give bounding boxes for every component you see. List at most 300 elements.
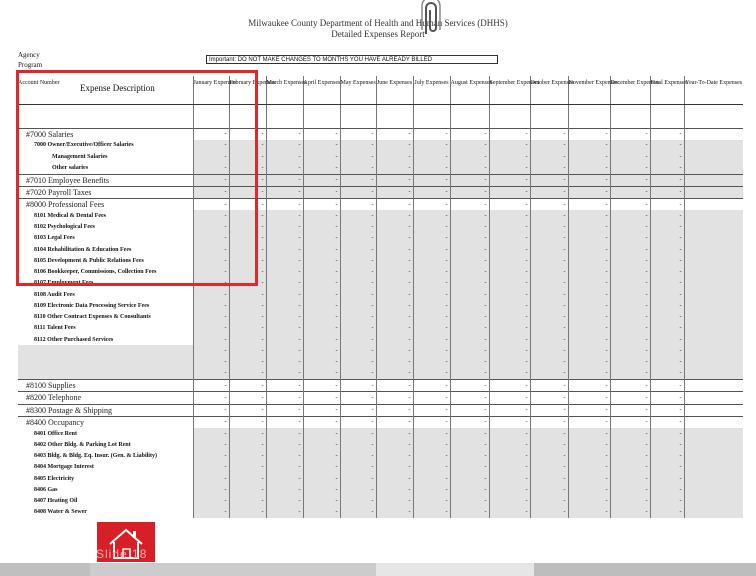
amount-cell[interactable] [489,105,530,117]
amount-cell[interactable]: - [266,186,303,198]
amount-cell[interactable]: - [413,507,450,518]
amount-cell[interactable]: - [340,368,376,380]
amount-cell[interactable]: - [650,300,684,311]
amount-cell[interactable]: - [413,392,450,404]
amount-cell[interactable]: - [193,199,229,211]
amount-cell[interactable]: - [413,334,450,345]
amount-cell[interactable] [450,105,489,117]
amount-cell[interactable]: - [376,334,413,345]
amount-cell[interactable]: - [610,289,650,300]
amount-cell[interactable] [684,278,743,289]
amount-cell[interactable]: - [568,357,610,368]
amount-cell[interactable]: - [413,312,450,323]
amount-cell[interactable]: - [413,244,450,255]
amount-cell[interactable]: - [413,404,450,416]
amount-cell[interactable]: - [530,357,568,368]
amount-cell[interactable]: - [530,496,568,507]
amount-cell[interactable]: - [568,244,610,255]
amount-cell[interactable]: - [340,222,376,233]
amount-cell[interactable]: - [413,162,450,174]
amount-cell[interactable]: - [610,323,650,334]
amount-cell[interactable]: - [229,368,266,380]
amount-cell[interactable]: - [610,484,650,495]
amount-cell[interactable]: - [450,300,489,311]
amount-cell[interactable]: - [450,278,489,289]
amount-cell[interactable]: - [530,404,568,416]
amount-cell[interactable]: - [650,380,684,392]
amount-cell[interactable] [684,323,743,334]
amount-cell[interactable]: - [229,174,266,186]
amount-cell[interactable]: - [530,278,568,289]
amount-cell[interactable]: - [340,162,376,174]
amount-cell[interactable]: - [650,174,684,186]
amount-cell[interactable]: - [650,267,684,278]
amount-cell[interactable]: - [610,507,650,518]
amount-cell[interactable]: - [229,289,266,300]
amount-cell[interactable]: - [450,439,489,450]
amount-cell[interactable]: - [193,451,229,462]
amount-cell[interactable]: - [450,140,489,151]
amount-cell[interactable]: - [229,439,266,450]
amount-cell[interactable]: - [193,484,229,495]
amount-cell[interactable]: - [376,345,413,356]
amount-cell[interactable]: - [340,289,376,300]
amount-cell[interactable]: - [489,462,530,473]
amount-cell[interactable]: - [530,233,568,244]
amount-cell[interactable] [684,451,743,462]
amount-cell[interactable]: - [413,462,450,473]
amount-cell[interactable]: - [650,244,684,255]
amount-cell[interactable]: - [530,140,568,151]
amount-cell[interactable]: - [610,380,650,392]
amount-cell[interactable]: - [229,312,266,323]
amount-cell[interactable]: - [413,255,450,266]
amount-cell[interactable]: - [266,151,303,162]
amount-cell[interactable]: - [650,323,684,334]
amount-cell[interactable]: - [376,451,413,462]
amount-cell[interactable]: - [568,278,610,289]
amount-cell[interactable]: - [266,140,303,151]
amount-cell[interactable]: - [610,267,650,278]
amount-cell[interactable]: - [650,439,684,450]
amount-cell[interactable]: - [610,428,650,439]
amount-cell[interactable]: - [568,289,610,300]
amount-cell[interactable]: - [376,186,413,198]
amount-cell[interactable]: - [413,267,450,278]
amount-cell[interactable]: - [229,392,266,404]
amount-cell[interactable]: - [376,439,413,450]
amount-cell[interactable]: - [530,473,568,484]
amount-cell[interactable] [450,116,489,128]
amount-cell[interactable]: - [266,473,303,484]
amount-cell[interactable]: - [340,199,376,211]
amount-cell[interactable]: - [376,380,413,392]
amount-cell[interactable]: - [650,507,684,518]
amount-cell[interactable] [413,116,450,128]
amount-cell[interactable]: - [229,380,266,392]
amount-cell[interactable] [568,105,610,117]
amount-cell[interactable]: - [489,392,530,404]
amount-cell[interactable]: - [413,473,450,484]
amount-cell[interactable]: - [376,289,413,300]
amount-cell[interactable]: - [193,128,229,140]
amount-cell[interactable]: - [450,312,489,323]
amount-cell[interactable]: - [568,484,610,495]
amount-cell[interactable]: - [303,380,340,392]
amount-cell[interactable]: - [489,255,530,266]
amount-cell[interactable]: - [303,368,340,380]
amount-cell[interactable]: - [413,345,450,356]
amount-cell[interactable]: - [650,140,684,151]
amount-cell[interactable]: - [650,151,684,162]
amount-cell[interactable]: - [450,162,489,174]
amount-cell[interactable]: - [450,357,489,368]
amount-cell[interactable] [684,116,743,128]
amount-cell[interactable]: - [450,186,489,198]
amount-cell[interactable]: - [450,428,489,439]
amount-cell[interactable] [684,507,743,518]
amount-cell[interactable]: - [340,186,376,198]
amount-cell[interactable]: - [450,199,489,211]
amount-cell[interactable]: - [450,289,489,300]
amount-cell[interactable]: - [266,128,303,140]
amount-cell[interactable]: - [340,140,376,151]
amount-cell[interactable]: - [450,334,489,345]
amount-cell[interactable] [684,289,743,300]
amount-cell[interactable]: - [266,404,303,416]
amount-cell[interactable]: - [530,186,568,198]
amount-cell[interactable]: - [303,451,340,462]
amount-cell[interactable]: - [376,416,413,428]
amount-cell[interactable]: - [303,334,340,345]
amount-cell[interactable]: - [650,199,684,211]
amount-cell[interactable] [684,255,743,266]
amount-cell[interactable]: - [303,496,340,507]
amount-cell[interactable]: - [650,473,684,484]
amount-cell[interactable]: - [303,244,340,255]
amount-cell[interactable]: - [340,404,376,416]
amount-cell[interactable] [684,186,743,198]
amount-cell[interactable]: - [568,439,610,450]
amount-cell[interactable]: - [340,416,376,428]
amount-cell[interactable]: - [340,255,376,266]
amount-cell[interactable]: - [489,323,530,334]
amount-cell[interactable]: - [413,380,450,392]
amount-cell[interactable]: - [193,404,229,416]
amount-cell[interactable]: - [193,473,229,484]
amount-cell[interactable]: - [530,151,568,162]
amount-cell[interactable]: - [610,255,650,266]
amount-cell[interactable]: - [610,140,650,151]
amount-cell[interactable]: - [530,267,568,278]
amount-cell[interactable]: - [568,323,610,334]
amount-cell[interactable]: - [530,345,568,356]
amount-cell[interactable]: - [340,334,376,345]
amount-cell[interactable]: - [229,278,266,289]
amount-cell[interactable]: - [229,345,266,356]
amount-cell[interactable]: - [530,162,568,174]
amount-cell[interactable]: - [610,244,650,255]
amount-cell[interactable]: - [376,392,413,404]
amount-cell[interactable]: - [489,507,530,518]
amount-cell[interactable]: - [413,174,450,186]
amount-cell[interactable]: - [650,278,684,289]
amount-cell[interactable]: - [340,174,376,186]
amount-cell[interactable]: - [193,300,229,311]
amount-cell[interactable]: - [376,222,413,233]
amount-cell[interactable]: - [266,210,303,221]
amount-cell[interactable]: - [650,255,684,266]
amount-cell[interactable]: - [229,334,266,345]
amount-cell[interactable]: - [193,462,229,473]
amount-cell[interactable] [684,428,743,439]
amount-cell[interactable]: - [303,151,340,162]
amount-cell[interactable]: - [530,174,568,186]
amount-cell[interactable] [684,300,743,311]
amount-cell[interactable]: - [193,416,229,428]
amount-cell[interactable]: - [489,312,530,323]
amount-cell[interactable]: - [376,473,413,484]
amount-cell[interactable]: - [229,404,266,416]
amount-cell[interactable]: - [650,222,684,233]
amount-cell[interactable]: - [303,267,340,278]
amount-cell[interactable]: - [610,174,650,186]
amount-cell[interactable]: - [610,199,650,211]
amount-cell[interactable]: - [530,222,568,233]
amount-cell[interactable]: - [610,439,650,450]
amount-cell[interactable]: - [303,186,340,198]
amount-cell[interactable]: - [413,128,450,140]
amount-cell[interactable]: - [489,267,530,278]
amount-cell[interactable]: - [376,162,413,174]
amount-cell[interactable]: - [568,162,610,174]
amount-cell[interactable]: - [266,233,303,244]
amount-cell[interactable] [684,462,743,473]
amount-cell[interactable]: - [303,222,340,233]
amount-cell[interactable]: - [530,300,568,311]
amount-cell[interactable]: - [568,428,610,439]
amount-cell[interactable]: - [489,222,530,233]
amount-cell[interactable]: - [489,289,530,300]
amount-cell[interactable]: - [376,312,413,323]
amount-cell[interactable]: - [413,451,450,462]
amount-cell[interactable]: - [229,473,266,484]
amount-cell[interactable]: - [303,439,340,450]
amount-cell[interactable]: - [229,416,266,428]
amount-cell[interactable]: - [650,368,684,380]
amount-cell[interactable]: - [568,267,610,278]
amount-cell[interactable]: - [376,128,413,140]
amount-cell[interactable]: - [650,312,684,323]
amount-cell[interactable]: - [376,404,413,416]
amount-cell[interactable] [684,368,743,380]
amount-cell[interactable]: - [340,439,376,450]
amount-cell[interactable]: - [530,199,568,211]
amount-cell[interactable] [610,105,650,117]
amount-cell[interactable]: - [568,255,610,266]
amount-cell[interactable]: - [568,233,610,244]
amount-cell[interactable]: - [489,300,530,311]
amount-cell[interactable]: - [610,462,650,473]
amount-cell[interactable]: - [489,140,530,151]
amount-cell[interactable]: - [489,162,530,174]
amount-cell[interactable]: - [489,416,530,428]
amount-cell[interactable]: - [568,199,610,211]
amount-cell[interactable]: - [489,428,530,439]
amount-cell[interactable]: - [376,174,413,186]
amount-cell[interactable] [684,484,743,495]
amount-cell[interactable]: - [489,151,530,162]
amount-cell[interactable]: - [266,267,303,278]
amount-cell[interactable]: - [568,334,610,345]
amount-cell[interactable]: - [450,416,489,428]
amount-cell[interactable]: - [340,210,376,221]
amount-cell[interactable]: - [489,439,530,450]
amount-cell[interactable]: - [340,323,376,334]
amount-cell[interactable]: - [229,267,266,278]
amount-cell[interactable]: - [193,368,229,380]
amount-cell[interactable]: - [650,496,684,507]
amount-cell[interactable]: - [340,507,376,518]
amount-cell[interactable]: - [266,300,303,311]
amount-cell[interactable]: - [266,222,303,233]
amount-cell[interactable]: - [229,323,266,334]
amount-cell[interactable]: - [610,278,650,289]
amount-cell[interactable]: - [413,439,450,450]
amount-cell[interactable]: - [568,496,610,507]
amount-cell[interactable]: - [489,451,530,462]
amount-cell[interactable]: - [376,368,413,380]
amount-cell[interactable]: - [193,151,229,162]
amount-cell[interactable]: - [489,244,530,255]
amount-cell[interactable]: - [413,140,450,151]
amount-cell[interactable]: - [266,439,303,450]
amount-cell[interactable]: - [650,357,684,368]
amount-cell[interactable]: - [413,151,450,162]
amount-cell[interactable]: - [303,462,340,473]
amount-cell[interactable]: - [450,128,489,140]
amount-cell[interactable]: - [610,404,650,416]
amount-cell[interactable] [684,105,743,117]
amount-cell[interactable]: - [229,428,266,439]
amount-cell[interactable]: - [340,380,376,392]
amount-cell[interactable] [340,105,376,117]
amount-cell[interactable]: - [193,439,229,450]
amount-cell[interactable]: - [229,210,266,221]
amount-cell[interactable]: - [193,392,229,404]
amount-cell[interactable]: - [413,323,450,334]
amount-cell[interactable]: - [650,428,684,439]
amount-cell[interactable]: - [450,392,489,404]
amount-cell[interactable]: - [489,345,530,356]
amount-cell[interactable] [684,404,743,416]
amount-cell[interactable]: - [303,507,340,518]
amount-cell[interactable]: - [229,244,266,255]
amount-cell[interactable]: - [266,289,303,300]
amount-cell[interactable]: - [376,484,413,495]
amount-cell[interactable] [684,380,743,392]
amount-cell[interactable]: - [340,233,376,244]
amount-cell[interactable]: - [303,323,340,334]
amount-cell[interactable]: - [193,345,229,356]
amount-cell[interactable] [610,116,650,128]
amount-cell[interactable]: - [489,404,530,416]
amount-cell[interactable]: - [340,451,376,462]
amount-cell[interactable] [489,116,530,128]
amount-cell[interactable]: - [450,255,489,266]
amount-cell[interactable]: - [266,345,303,356]
amount-cell[interactable]: - [650,416,684,428]
amount-cell[interactable]: - [340,357,376,368]
amount-cell[interactable]: - [610,451,650,462]
amount-cell[interactable]: - [229,199,266,211]
amount-cell[interactable]: - [303,392,340,404]
amount-cell[interactable]: - [568,174,610,186]
amount-cell[interactable]: - [450,244,489,255]
amount-cell[interactable]: - [340,278,376,289]
amount-cell[interactable] [684,267,743,278]
amount-cell[interactable] [530,116,568,128]
amount-cell[interactable] [650,105,684,117]
amount-cell[interactable]: - [376,323,413,334]
amount-cell[interactable]: - [568,451,610,462]
amount-cell[interactable]: - [489,496,530,507]
amount-cell[interactable] [568,116,610,128]
amount-cell[interactable]: - [450,267,489,278]
amount-cell[interactable]: - [450,507,489,518]
amount-cell[interactable]: - [303,128,340,140]
amount-cell[interactable]: - [193,162,229,174]
amount-cell[interactable]: - [413,186,450,198]
amount-cell[interactable]: - [530,428,568,439]
amount-cell[interactable]: - [650,345,684,356]
amount-cell[interactable]: - [450,151,489,162]
amount-cell[interactable]: - [193,222,229,233]
amount-cell[interactable]: - [610,222,650,233]
amount-cell[interactable]: - [610,186,650,198]
amount-cell[interactable]: - [489,210,530,221]
amount-cell[interactable]: - [229,162,266,174]
amount-cell[interactable]: - [650,334,684,345]
amount-cell[interactable]: - [340,345,376,356]
amount-cell[interactable]: - [530,507,568,518]
amount-cell[interactable]: - [340,392,376,404]
amount-cell[interactable]: - [229,140,266,151]
amount-cell[interactable]: - [568,404,610,416]
amount-cell[interactable] [684,392,743,404]
amount-cell[interactable]: - [193,233,229,244]
amount-cell[interactable]: - [650,289,684,300]
amount-cell[interactable]: - [193,334,229,345]
amount-cell[interactable]: - [610,128,650,140]
amount-cell[interactable]: - [568,128,610,140]
amount-cell[interactable]: - [376,357,413,368]
amount-cell[interactable] [684,334,743,345]
amount-cell[interactable]: - [450,222,489,233]
amount-cell[interactable]: - [193,267,229,278]
amount-cell[interactable]: - [610,392,650,404]
amount-cell[interactable] [266,116,303,128]
amount-cell[interactable]: - [229,507,266,518]
amount-cell[interactable]: - [650,162,684,174]
amount-cell[interactable]: - [193,186,229,198]
amount-cell[interactable]: - [340,300,376,311]
amount-cell[interactable]: - [530,416,568,428]
amount-cell[interactable]: - [303,140,340,151]
amount-cell[interactable]: - [610,151,650,162]
amount-cell[interactable]: - [650,462,684,473]
amount-cell[interactable]: - [193,289,229,300]
